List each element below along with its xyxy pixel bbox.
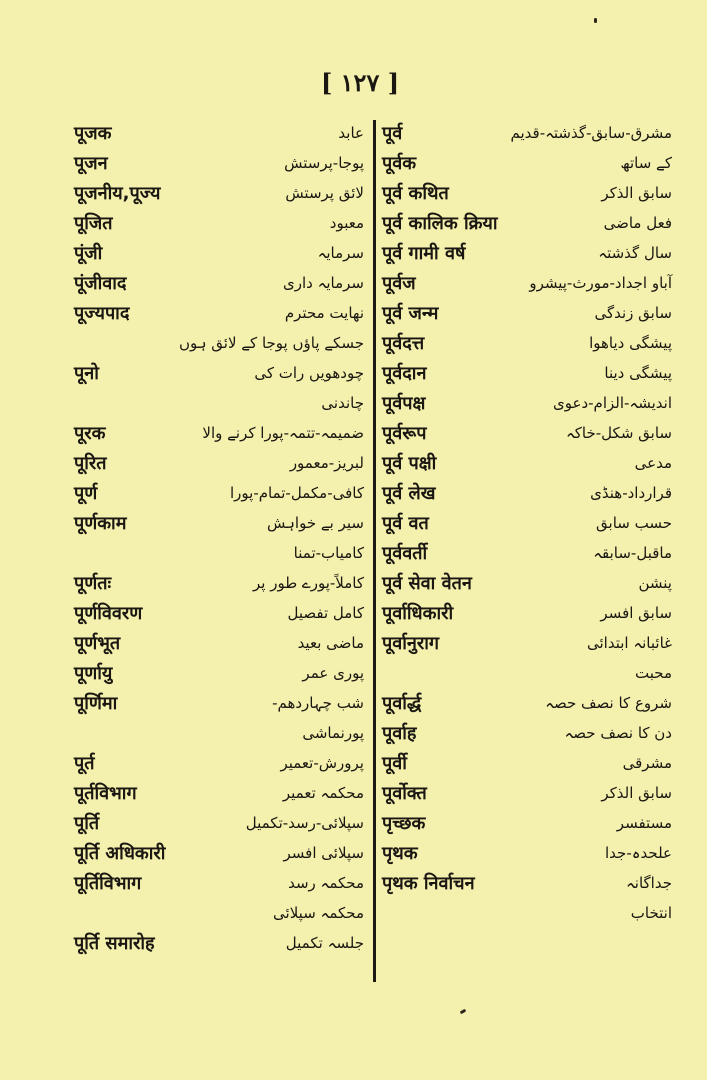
right-column [382,118,672,928]
headword: पूर्व कालिक क्रिया [382,213,498,234]
dictionary-entry [382,448,672,478]
definition: ماقبل-سابقہ [593,544,672,562]
headword: पूर्वी [382,753,407,774]
headword: पूर्वज [382,273,416,294]
definition: سپلائی افسر [283,844,364,862]
headword: पूजक [74,123,112,144]
dictionary-entry [382,778,672,808]
column-divider [373,120,376,982]
dictionary-entry [74,508,364,538]
definition: مشرق-سابق-گذشتہ-قدیم [510,124,672,142]
definition: ضمیمہ-تتمہ-پورا کرنے والا [202,424,364,442]
dictionary-entry [382,418,672,448]
definition: پوری عمر [302,664,364,682]
dictionary-entry [74,268,364,298]
headword: पूंजी [74,243,103,264]
dictionary-entry [74,598,364,628]
definition: چاندنی [321,394,364,412]
dictionary-entry [382,868,672,898]
headword: पूर्ति [74,813,100,834]
dictionary-entry [74,808,364,838]
definition: جسکے پاؤں پوجا کے لائق ہوں [178,334,364,352]
dictionary-entry [74,388,364,418]
dictionary-entry [74,538,364,568]
headword: पूजनीय,पूज्य [74,183,161,204]
dictionary-entry [74,928,364,958]
dictionary-entry [382,268,672,298]
definition: محکمہ تعمیر [282,784,364,802]
headword: पूर्वार्द्ध [382,693,422,714]
dictionary-entry [74,898,364,928]
dictionary-entry [74,838,364,868]
headword: पूर्णभूत [74,633,121,654]
definition: حسب سابق [596,514,672,532]
dictionary-entry [74,358,364,388]
dictionary-entry [382,628,672,658]
dictionary-entry [382,118,672,148]
definition: سرمایہ [317,244,364,262]
definition: چودھویں رات کی [254,364,364,382]
dictionary-entry [382,718,672,748]
dictionary-entry [74,718,364,748]
definition: اندیشہ-الزام-دعوی [553,394,672,412]
headword: पूजित [74,213,113,234]
definition: انتخاب [630,904,672,922]
definition: کافی-مکمل-تمام-پورا [229,484,364,502]
headword: पूर्वदान [382,363,427,384]
dictionary-entry [74,418,364,448]
definition: قرارداد-هنڈی [590,484,672,502]
definition: سابق زندگی [594,304,672,322]
definition: آباو اجداد-مورث-پیشرو [529,274,672,292]
dictionary-entry [382,538,672,568]
dictionary-entry [382,388,672,418]
definition: شروع کا نصف حصہ [545,694,672,712]
dictionary-entry [382,298,672,328]
definition: نهایت محترم [284,304,364,322]
definition: لائق پرستش [285,184,364,202]
dictionary-entry [74,148,364,178]
headword: पूर्व [382,123,403,144]
headword: पूर्त [74,753,95,774]
headword: पूर्वक [382,153,417,174]
definition: جلسہ تکمیل [285,934,364,952]
headword: पूंजीवाद [74,273,127,294]
headword: पूर्वाह [382,723,417,744]
definition: پوجا-پرستش [284,154,364,172]
definition: شب چہاردهم- [272,694,364,712]
headword: पूर्वदत्त [382,333,425,354]
headword: पूर्तिविभाग [74,873,142,894]
dictionary-entry [382,478,672,508]
definition: علحدہ-جدا [605,844,672,862]
definition: مشرقی [622,754,672,772]
dictionary-entry [382,898,672,928]
dictionary-entry [74,448,364,478]
definition: دن کا نصف حصہ [564,724,672,742]
definition: پنشن [638,574,672,592]
headword: पूर्व पक्षी [382,453,437,474]
dictionary-entry [382,238,672,268]
dictionary-entry [74,868,364,898]
definition: سابق الذکر [601,784,672,802]
definition: کامیاب-تمنا [293,544,364,562]
dictionary-entry [74,328,364,358]
dictionary-entry [74,208,364,238]
headword: पूर्वानुराग [382,633,440,654]
dictionary-entry [74,298,364,328]
headword: पूर्वोक्त [382,783,427,804]
headword: पूर्वपक्ष [382,393,426,414]
headword: पूरित [74,453,107,474]
headword: पृथक [382,843,418,864]
headword: पूर्व सेवा वेतन [382,573,472,594]
ink-speck [460,1009,467,1015]
dictionary-entry [382,208,672,238]
headword: पूर्व गामी वर्ष [382,243,466,264]
definition: مستفسر [616,814,672,832]
headword: पूज्यपाद [74,303,130,324]
headword: पूर्तविभाग [74,783,137,804]
headword: पृथक निर्वाचन [382,873,475,894]
definition: محبت [635,664,672,682]
dictionary-entry [74,178,364,208]
definition: پیشگی دیاهوا [589,334,672,352]
dictionary-entry [382,748,672,778]
dictionary-entry [382,328,672,358]
definition: سابق شکل-خاکہ [566,424,672,442]
definition: محکمہ رسد [288,874,364,892]
headword: पूर्णविवरण [74,603,143,624]
definition: کاملاً-پورے طور پر [253,574,364,592]
dictionary-entry [382,148,672,178]
headword: पूर्णिमा [74,693,118,714]
definition: کامل تفصیل [287,604,364,622]
left-column [74,118,364,958]
headword: पूर्ववर्ती [382,543,428,564]
dictionary-entry [74,478,364,508]
headword: पूर्णायु [74,663,113,684]
headword: पूर्ति समारोह [74,933,155,954]
dictionary-entry [74,748,364,778]
dictionary-entry [382,358,672,388]
headword: पूर्ण [74,483,98,504]
definition: سرمایہ داری [282,274,364,292]
dictionary-entry [382,688,672,718]
headword: पृच्छक [382,813,426,834]
ink-speck [594,18,597,23]
definition: مدعی [634,454,672,472]
definition: سال گذشتہ [598,244,672,262]
dictionary-entry [382,508,672,538]
dictionary-entry [74,658,364,688]
dictionary-entry [74,628,364,658]
page-number: [ ۱۲۷ ] [320,68,400,97]
headword: पूजन [74,153,108,174]
headword: पूर्णतः [74,573,112,594]
dictionary-entry [382,178,672,208]
definition: محکمہ سپلائی [273,904,364,922]
definition: کے ساتھ [620,154,672,172]
headword: पूरक [74,423,106,444]
headword: पूर्व लेख [382,483,436,504]
headword: पूर्ति अधिकारी [74,843,166,864]
headword: पूर्वाधिकारी [382,603,454,624]
definition: پیشگی دینا [604,364,672,382]
headword: पूर्व कथित [382,183,449,204]
headword: पूर्णकाम [74,513,127,534]
dictionary-entry [382,658,672,688]
definition: پرورش-تعمیر [280,754,364,772]
definition: ماضی بعید [297,634,364,652]
definition: فعل ماضی [603,214,672,232]
headword: पूर्व वत [382,513,429,534]
dictionary-entry [382,838,672,868]
definition: جداگانہ [626,874,672,892]
dictionary-entry [382,808,672,838]
dictionary-entry [382,598,672,628]
definition: لبریز-معمور [289,454,364,472]
definition: معبود [329,214,364,232]
definition: سابق افسر [600,604,672,622]
dictionary-entry [382,568,672,598]
definition: غائبانہ ابتدائی [586,634,672,652]
dictionary-entry [74,778,364,808]
headword: पूनो [74,363,99,384]
definition: پورنماشی [302,724,364,742]
definition: سیر بے خواہش [267,514,364,532]
dictionary-entry [74,238,364,268]
definition: عابد [338,124,364,142]
definition: سابق الذکر [601,184,672,202]
headword: पूर्व जन्म [382,303,439,324]
dictionary-entry [74,118,364,148]
definition: سپلائی-رسد-تکمیل [245,814,364,832]
headword: पूर्वरूप [382,423,427,444]
dictionary-entry [74,568,364,598]
dictionary-entry [74,688,364,718]
